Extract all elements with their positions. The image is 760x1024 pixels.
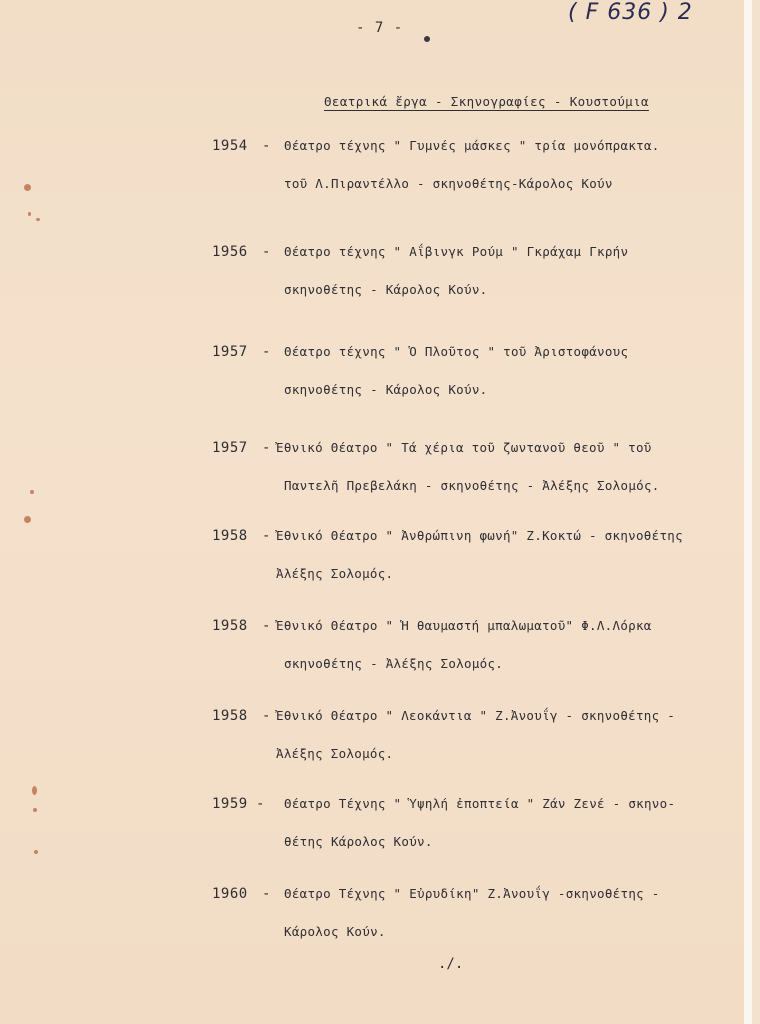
entry-year: 1958 (212, 618, 248, 634)
entry-line-2: Κάρολος Κούν. (284, 924, 386, 939)
entry-dash: - (256, 796, 265, 812)
entry-line-2: σκηνοθέτης - Ἀλέξης Σολομός. (284, 656, 504, 671)
page-number: - 7 - (356, 20, 404, 36)
stain-mark (30, 490, 34, 494)
entry-line-1: Θέατρο Τέχνης " Εὐρυδίκη" Ζ.Ἀνουΐγ -σκηνοθέτης - (284, 886, 660, 901)
entry-line-2: τοῦ Λ.Πιραντέλλο - σκηνοθέτης-Κάρολος Κούν (284, 176, 613, 191)
entry-line-2: σκηνοθέτης - Κάρολος Κούν. (284, 282, 488, 297)
entry-line-1: Θέατρο τέχνης " Ὁ Πλοῦτος " τοῦ Ἀριστοφάνους (284, 344, 629, 359)
stain-mark (36, 218, 40, 221)
entry-dash: - (262, 440, 271, 456)
list-item (0, 886, 752, 956)
entry-line-1: Ἐθνικό Θέατρο " Λεοκάντια " Ζ.Ἀνουΐγ - σκηνοθέτης - (276, 708, 676, 723)
handwritten-reference: ( F 636 ) 2 (568, 0, 693, 25)
stain-mark (33, 808, 37, 812)
list-item (0, 618, 752, 688)
entry-line-2: σκηνοθέτης - Κάρολος Κούν. (284, 382, 488, 397)
entry-dash: - (262, 886, 271, 902)
entry-year: 1960 (212, 886, 248, 902)
entry-line-2: θέτης Κάρολος Κούν. (284, 834, 433, 849)
entry-line-2: Ἀλέξης Σολομός. (276, 746, 394, 761)
list-item (0, 528, 752, 598)
entry-dash: - (262, 138, 271, 154)
list-item (0, 708, 752, 778)
list-item (0, 138, 752, 208)
entry-line-1: Θέατρο τέχνης " Αΐβινγκ Ρούμ " Γκράχαμ Γκρήν (284, 244, 629, 259)
stain-mark (24, 184, 31, 191)
entry-year: 1958 (212, 528, 248, 544)
entry-dash: - (262, 618, 271, 634)
list-item (0, 440, 752, 510)
section-title: Θεατρικά ἔργα - Σκηνογραφίες - Κουστούμια (324, 94, 649, 109)
stain-mark (32, 786, 37, 795)
entry-dash: - (262, 528, 271, 544)
stain-mark (28, 212, 31, 216)
list-item (0, 244, 752, 314)
entry-year: 1957 (212, 344, 248, 360)
entry-line-1: Ἐθνικό Θέατρο " Ἡ θαυμαστή μπαλωματοῦ" Φ.Λ.Λόρκα (276, 618, 652, 633)
entry-line-2: Παντελῆ Πρεβελάκη - σκηνοθέτης - Ἀλέξης Σολομός. (284, 478, 660, 493)
entry-year: 1957 (212, 440, 248, 456)
ink-dot (424, 36, 430, 42)
entry-dash: - (262, 708, 271, 724)
entry-line-1: Θέατρο τέχνης " Γυμνές μάσκες " τρία μονόπρακτα. (284, 138, 660, 153)
entry-line-1: Ἐθνικό Θέατρο " Ἀνθρώπινη φωνή" Ζ.Κοκτώ - σκηνοθέτης (276, 528, 683, 543)
entry-line-2: Ἀλέξης Σολομός. (276, 566, 394, 581)
entry-year: 1958 (212, 708, 248, 724)
entry-dash: - (262, 344, 271, 360)
entry-dash: - (262, 244, 271, 260)
entry-line-1: Ἐθνικό Θέατρο " Τά χέρια τοῦ ζωντανοῦ θεοῦ " τοῦ (276, 440, 652, 455)
continuation-mark: ./. (438, 956, 464, 972)
stain-mark (24, 516, 31, 523)
entry-line-1: Θέατρο Τέχνης " Ὑψηλή ἐποπτεία " Ζάν Ζενέ - σκηνο- (284, 796, 676, 811)
list-item (0, 796, 752, 866)
entry-year: 1956 (212, 244, 248, 260)
entry-year: 1954 (212, 138, 248, 154)
list-item (0, 344, 752, 414)
stain-mark (34, 850, 38, 854)
entry-year: 1959 (212, 796, 248, 812)
